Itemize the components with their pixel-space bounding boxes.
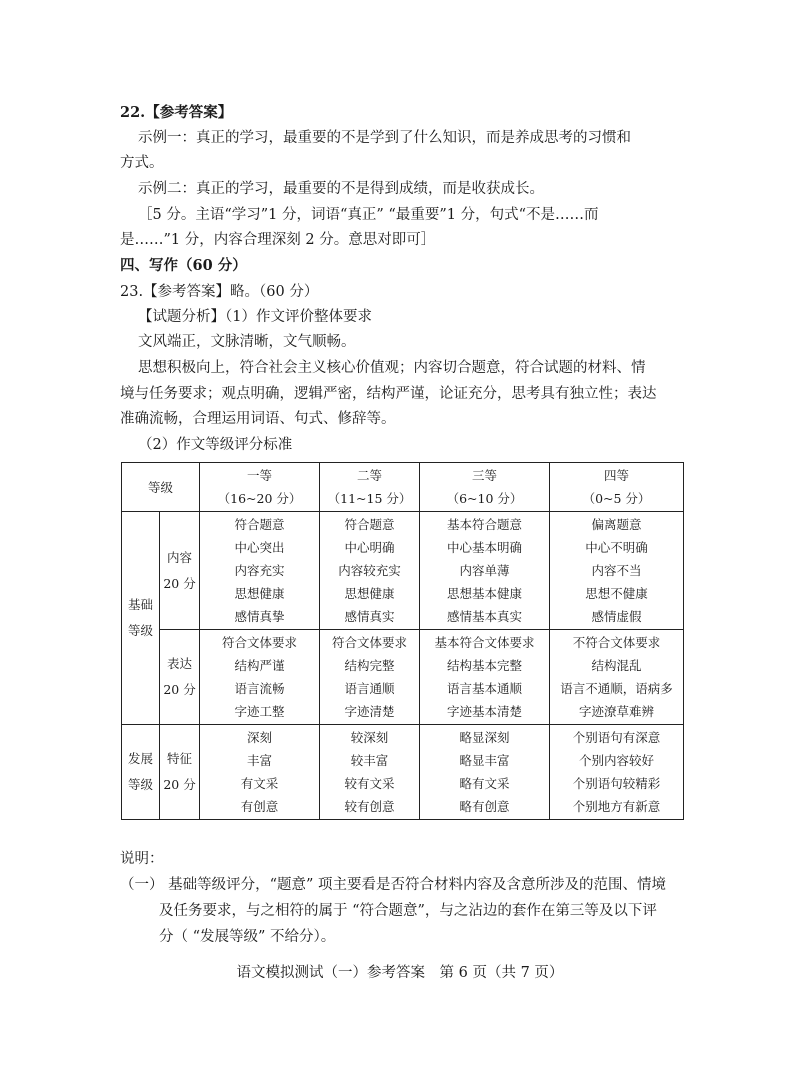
subcategory-feature: 特征 20 分 — [160, 725, 200, 820]
q22-example1-line1: 示例一：真正的学习，最重要的不是学到了什么知识，而是养成思考的习惯和 — [138, 130, 631, 146]
table-row-expression — [122, 630, 684, 725]
subcategory-content: 内容 20 分 — [160, 512, 200, 630]
feature-level-4: 个别语句有深意 个别内容较好 个别语句较精彩 个别地方有新意 — [550, 725, 684, 820]
q23-requirement-line2: 境与任务要求；观点明确，逻辑严密，结构严谨，论证充分，思考具有独立性；表达 — [120, 386, 657, 402]
header-level-4: 四等 （0~5 分） — [550, 463, 684, 512]
page-footer: 语文模拟测试（一）参考答案 第 6 页（共 7 页） — [236, 965, 564, 981]
content-level-1: 符合题意 中心突出 内容充实 思想健康 感情真挚 — [200, 512, 320, 630]
q23-requirement-line1: 思想积极向上，符合社会主义核心价值观；内容切合题意，符合试题的材料、情 — [138, 360, 646, 376]
q23-heading: 23.【参考答案】略。（60 分） — [120, 284, 319, 300]
note-1-line3: 分（ “发展等级” 不给分）。 — [159, 929, 336, 945]
table-row-content — [122, 512, 684, 630]
note-1-line1: （一） 基础等级评分，“题意” 项主要看是否符合材料内容及含意所涉及的范围、情境 — [120, 877, 667, 893]
section-writing-heading: 四、写作（60 分） — [120, 257, 247, 274]
grading-standard-table — [121, 462, 684, 820]
table-row-feature — [122, 725, 684, 820]
category-development: 发展 等级 — [122, 725, 160, 820]
category-basic: 基础 等级 — [122, 512, 160, 725]
feature-level-3: 略显深刻 略显丰富 略有文采 略有创意 — [420, 725, 550, 820]
q23-requirement-line3: 准确流畅，合理运用词语、句式、修辞等。 — [120, 411, 396, 427]
q22-example1-line2: 方式。 — [120, 155, 164, 171]
expression-level-2: 符合文体要求 结构完整 语言通顺 字迹清楚 — [320, 630, 420, 725]
q22-scoring-line1: ［5 分。主语“学习”1 分，词语“真正” “最重要”1 分，句式“不是……而 — [138, 207, 599, 223]
q22-scoring-line2: 是……”1 分，内容合理深刻 2 分。意思对即可］ — [120, 232, 436, 248]
expression-level-4: 不符合文体要求 结构混乱 语言不通顺，语病多 字迹潦草难辨 — [550, 630, 684, 725]
feature-level-1: 深刻 丰富 有文采 有创意 — [200, 725, 320, 820]
subcategory-expression: 表达 20 分 — [160, 630, 200, 725]
header-level-3: 三等 （6~10 分） — [420, 463, 550, 512]
content-level-3: 基本符合题意 中心基本明确 内容单薄 思想基本健康 感情基本真实 — [420, 512, 550, 630]
expression-level-3: 基本符合文体要求 结构基本完整 语言基本通顺 字迹基本清楚 — [420, 630, 550, 725]
expression-level-1: 符合文体要求 结构严谨 语言流畅 字迹工整 — [200, 630, 320, 725]
note-1-line2: 及任务要求，与之相符的属于 “符合题意”，与之沾边的套作在第三等及以下评 — [159, 903, 657, 919]
notes-title: 说明： — [120, 851, 164, 867]
header-level-1: 一等 （16~20 分） — [200, 463, 320, 512]
q22-example2: 示例二：真正的学习，最重要的不是得到成绩，而是收获成长。 — [138, 181, 544, 197]
header-grade-label: 等级 — [122, 463, 200, 512]
header-level-2: 二等 （11~15 分） — [320, 463, 420, 512]
content-level-4: 偏离题意 中心不明确 内容不当 思想不健康 感情虚假 — [550, 512, 684, 630]
q23-standard-title: （2）作文等级评分标准 — [138, 437, 293, 453]
q23-analysis: 【试题分析】（1）作文评价整体要求 — [138, 309, 372, 325]
table-header-row — [122, 463, 684, 512]
feature-level-2: 较深刻 较丰富 较有文采 较有创意 — [320, 725, 420, 820]
q22-heading: 22.【参考答案】 — [120, 104, 233, 121]
q23-style: 文风端正，文脉清晰，文气顺畅。 — [138, 334, 356, 350]
content-level-2: 符合题意 中心明确 内容较充实 思想健康 感情真实 — [320, 512, 420, 630]
